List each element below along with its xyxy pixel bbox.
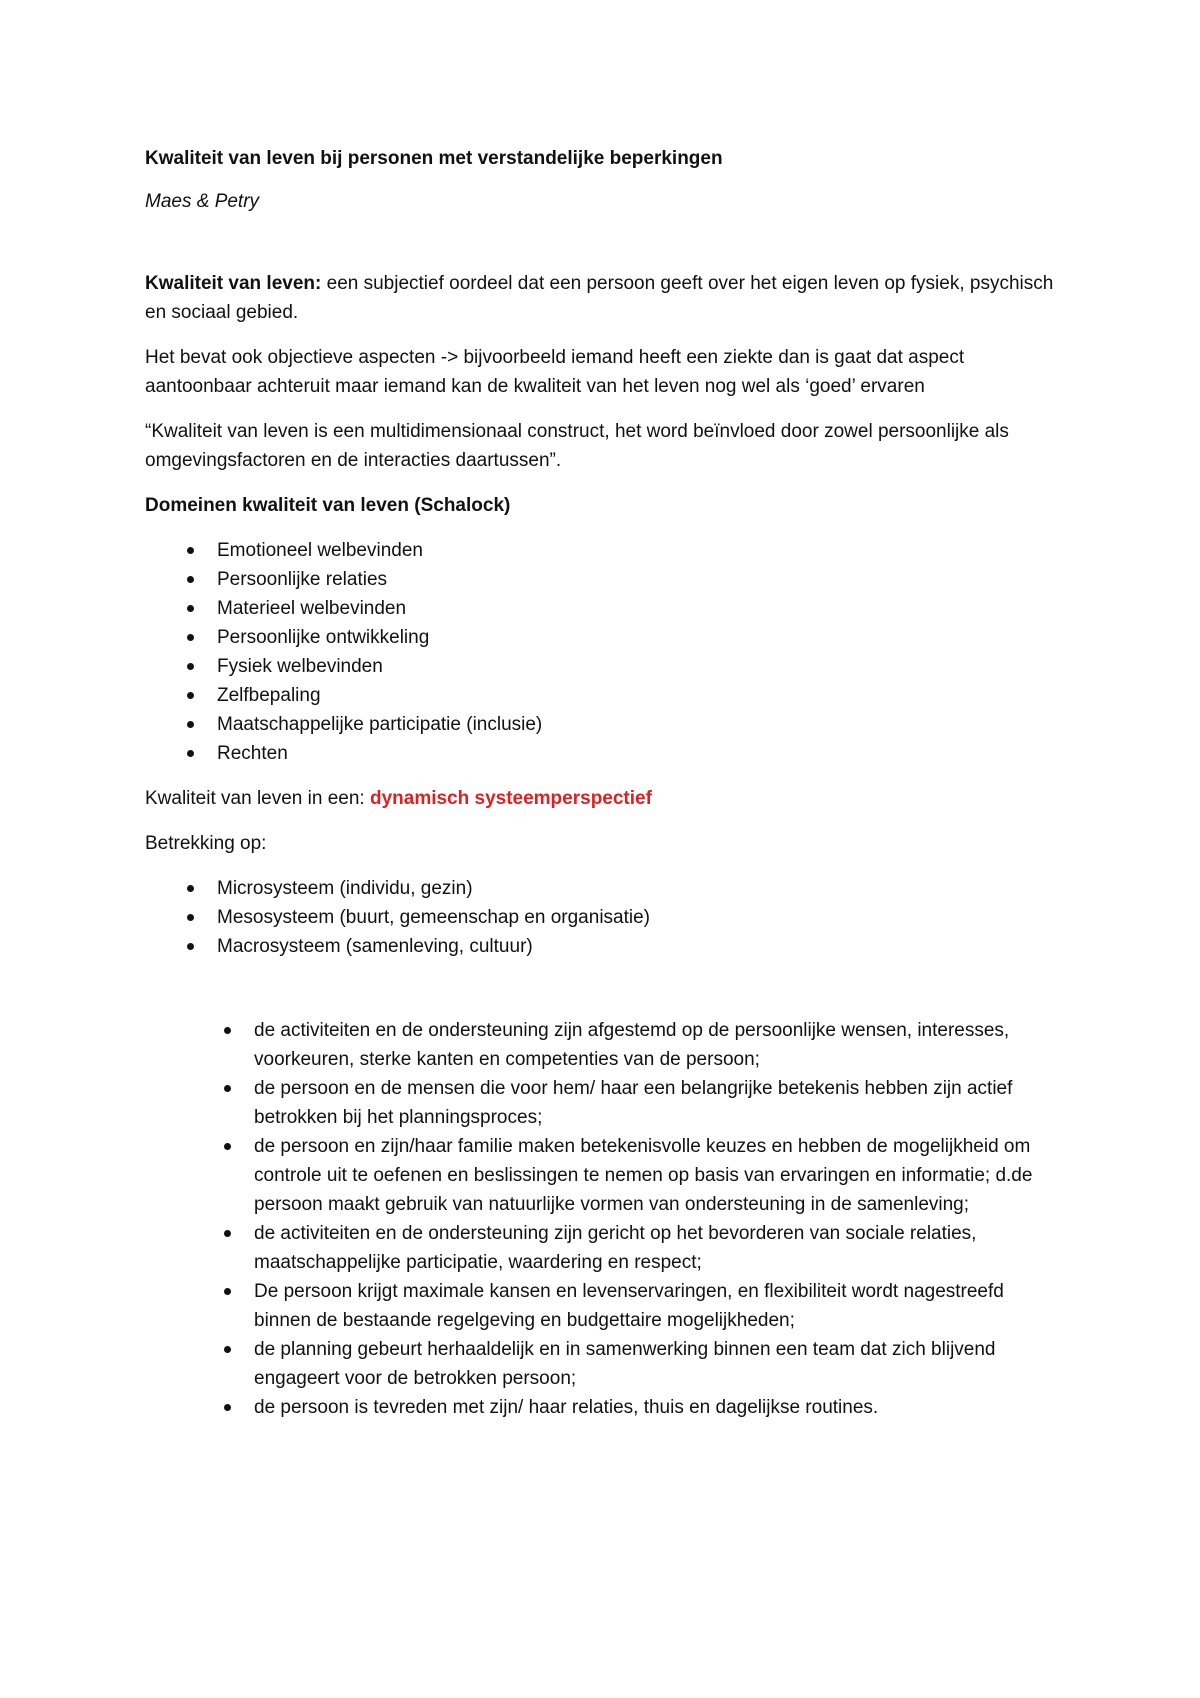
- definition-text: een subjectief oordeel dat een persoon geeft over het eigen leven op fysiek, psychisch en sociaal gebied.: [145, 273, 1054, 323]
- dynamic-highlight: dynamisch systeemperspectief: [369, 788, 652, 809]
- dynamic-prefix: Kwaliteit van leven in een:: [145, 788, 370, 809]
- list-item: de activiteiten en de ondersteuning zijn gericht op het bevorderen van sociale relaties, maatschappelijke participatie, waardering en respect;: [254, 1219, 1054, 1277]
- list-item: de persoon is tevreden met zijn/ haar relaties, thuis en dagelijkse routines.: [254, 1393, 1054, 1422]
- list-item: de planning gebeurt herhaaldelijk en in samenwerking binnen een team dat zich blijvend engageert voor de betrokken persoon;: [254, 1335, 1054, 1393]
- list-item: de activiteiten en de ondersteuning zijn afgestemd op de persoonlijke wensen, interesses, voorkeuren, sterke kanten en competenties van de persoon;: [254, 1016, 1054, 1074]
- systems-list: [145, 874, 1065, 961]
- domains-heading: Domeinen kwaliteit van leven (Schalock): [145, 495, 511, 516]
- objective-paragraph: Het bevat ook objectieve aspecten -> bijvoorbeeld iemand heeft een ziekte dan is gaat dat aspect aantoonbaar achteruit maar iemand kan de kwaliteit van het leven nog wel als ‘goed’ ervaren: [145, 347, 965, 397]
- principles-list: [145, 1016, 1054, 1422]
- list-item: Materieel welbevinden: [217, 594, 1065, 623]
- list-item: de persoon en zijn/haar familie maken betekenisvolle keuzes en hebben de mogelijkheid om controle uit te oefenen en beslissingen te nemen op basis van ervaringen en informatie; d.de persoon maakt gebruik van natuurlijke vormen van ondersteuning in de samenleving;: [254, 1132, 1054, 1219]
- list-item: Persoonlijke ontwikkeling: [217, 623, 1065, 652]
- domains-list: [145, 536, 1065, 768]
- quote-paragraph: “Kwaliteit van leven is een multidimensionaal construct, het word beïnvloed door zowel persoonlijke als omgevingsfactoren en de interacties daartussen”.: [145, 421, 1009, 471]
- document-title: Kwaliteit van leven bij personen met verstandelijke beperkingen: [145, 148, 723, 169]
- list-item: Microsysteem (individu, gezin): [217, 874, 1065, 903]
- relation-label: Betrekking op:: [145, 833, 267, 854]
- definition-term: Kwaliteit van leven:: [145, 273, 322, 294]
- list-item: Mesosysteem (buurt, gemeenschap en organisatie): [217, 903, 1065, 932]
- list-item: Persoonlijke relaties: [217, 565, 1065, 594]
- list-item: Maatschappelijke participatie (inclusie): [217, 710, 1065, 739]
- list-item: Fysiek welbevinden: [217, 652, 1065, 681]
- list-item: De persoon krijgt maximale kansen en levenservaringen, en flexibiliteit wordt nagestreefd binnen de bestaande regelgeving en budgettaire mogelijkheden;: [254, 1277, 1054, 1335]
- list-item: de persoon en de mensen die voor hem/ haar een belangrijke betekenis hebben zijn actief betrokken bij het planningsproces;: [254, 1074, 1054, 1132]
- dynamic-paragraph: [145, 784, 1065, 813]
- document-authors: Maes & Petry: [145, 191, 260, 212]
- list-item: Emotioneel welbevinden: [217, 536, 1065, 565]
- list-item: Rechten: [217, 739, 1065, 768]
- definition-paragraph: [145, 269, 1065, 327]
- document-content: [145, 144, 1065, 1422]
- list-item: Zelfbepaling: [217, 681, 1065, 710]
- list-item: Macrosysteem (samenleving, cultuur): [217, 932, 1065, 961]
